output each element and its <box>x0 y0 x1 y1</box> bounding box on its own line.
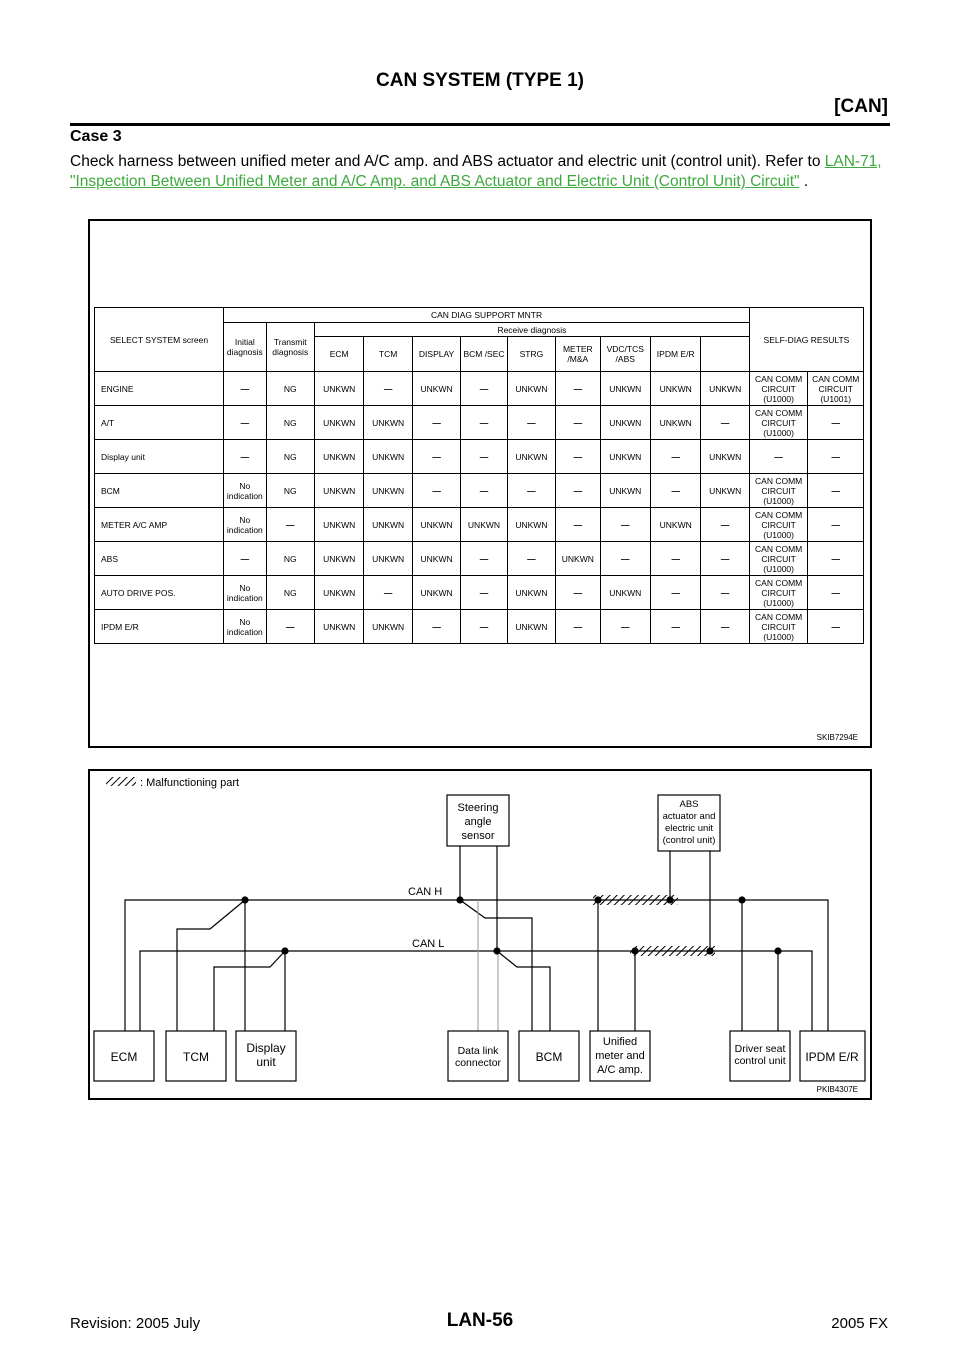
diag-cell: — <box>650 576 700 610</box>
diag-cell: — <box>556 406 600 440</box>
diag-cell: UNKWN <box>314 542 363 576</box>
diag-cell: UNKWN <box>364 542 412 576</box>
diag-row <box>95 406 864 440</box>
tcm-l-wire <box>214 951 285 1031</box>
diag-cell: — <box>266 610 314 644</box>
diag-cell: — <box>808 610 864 644</box>
diag-cell: UNKWN <box>314 576 363 610</box>
diag-cell: UNKWN <box>650 406 700 440</box>
diag-cell: — <box>808 406 864 440</box>
can-h-bus <box>125 900 828 1031</box>
abs-label-4: (control unit) <box>662 835 716 846</box>
diag-cell: UNKWN <box>412 576 460 610</box>
junction-dot <box>774 947 781 954</box>
diag-cell: — <box>224 406 266 440</box>
junction-dot <box>594 896 601 903</box>
diag-cell: UNKWN <box>650 372 700 406</box>
diag-cell: UNKWN <box>600 406 650 440</box>
figure1-code: SKIB7294E <box>816 733 858 742</box>
malfunction-can-h-hatch <box>593 895 678 905</box>
display-label-2: unit <box>256 1055 276 1069</box>
dlc-label-1: Data link <box>457 1045 499 1057</box>
hdr-vdc: VDC/TCS /ABS <box>600 337 650 372</box>
diag-system-name: METER A/C AMP <box>95 508 224 542</box>
diag-cell: UNKWN <box>600 440 650 474</box>
diag-cell: — <box>808 474 864 508</box>
bcm-h-wire <box>460 900 532 1031</box>
diag-cell: No indication <box>224 474 266 508</box>
diag-row <box>95 576 864 610</box>
diag-cell: — <box>808 576 864 610</box>
steering-label-2: angle <box>464 816 492 828</box>
footer-model: 2005 FX <box>831 1315 888 1332</box>
hdr-initial: Initial diagnosis <box>224 323 266 372</box>
intro-text: Check harness between unified meter and A/C amp. and ABS actuator and electric unit (control unit). Refer to <box>70 153 821 170</box>
junction-dot <box>493 947 500 954</box>
diag-cell: — <box>461 372 507 406</box>
diag-cell: — <box>461 576 507 610</box>
diag-cell: — <box>507 474 555 508</box>
diag-cell: NG <box>266 372 314 406</box>
bcm-l-wire <box>497 951 550 1031</box>
can-h-label: CAN H <box>408 886 443 898</box>
diag-cell: No indication <box>224 576 266 610</box>
diag-row <box>95 474 864 508</box>
page-title: CAN SYSTEM (TYPE 1) <box>376 70 584 91</box>
junction-dot <box>456 896 463 903</box>
diag-cell: — <box>650 440 700 474</box>
junction-dot <box>666 896 673 903</box>
diag-cell: UNKWN <box>364 610 412 644</box>
diag-cell: UNKWN <box>556 542 600 576</box>
can-l-bus <box>140 951 812 1031</box>
junction-dot <box>738 896 745 903</box>
junction-dot <box>281 947 288 954</box>
steering-label-1: Steering <box>457 802 499 814</box>
figure2-code: PKIB4307E <box>816 1085 858 1094</box>
diag-cell: NG <box>266 406 314 440</box>
diag-cell: UNKWN <box>701 440 749 474</box>
hdr-tcm: TCM <box>364 337 412 372</box>
junction-dot <box>241 896 248 903</box>
diag-cell: — <box>749 440 808 474</box>
diag-cell: — <box>600 542 650 576</box>
diag-row <box>95 440 864 474</box>
diag-cell: UNKWN <box>701 474 749 508</box>
diag-cell: — <box>556 610 600 644</box>
legend-text: : Malfunctioning part <box>140 777 240 789</box>
footer-revision: Revision: 2005 July <box>70 1315 201 1332</box>
ecm-label: ECM <box>110 1050 138 1064</box>
diag-cell: UNKWN <box>314 440 363 474</box>
diag-cell: CAN COMM CIRCUIT (U1000) <box>749 508 808 542</box>
diag-cell: — <box>461 542 507 576</box>
abs-label-1: ABS <box>679 799 699 810</box>
diag-cell: — <box>412 406 460 440</box>
hdr-display: DISPLAY <box>412 337 460 372</box>
diag-cell: UNKWN <box>507 610 555 644</box>
diag-cell: UNKWN <box>364 440 412 474</box>
can-diag-figure <box>88 219 872 748</box>
display-label-1: Display <box>246 1041 286 1055</box>
driver-label-2: control unit <box>734 1055 786 1067</box>
diag-cell: UNKWN <box>314 474 363 508</box>
diag-cell: CAN COMM CIRCUIT (U1001) <box>808 372 864 406</box>
hdr-self-diag: SELF-DIAG RESULTS <box>749 308 863 372</box>
meter-label-2: meter and <box>595 1050 645 1062</box>
diag-cell: NG <box>266 440 314 474</box>
diag-cell: — <box>701 542 749 576</box>
diag-cell: UNKWN <box>364 406 412 440</box>
hdr-receive: Receive diagnosis <box>314 323 749 337</box>
hdr-strg: STRG <box>507 337 555 372</box>
steering-label-3: sensor <box>461 830 495 842</box>
diag-cell: UNKWN <box>461 508 507 542</box>
diag-cell: UNKWN <box>507 372 555 406</box>
abs-label-3: electric unit <box>664 823 714 834</box>
hdr-meter: METER /M&A <box>556 337 600 372</box>
footer-page-number: LAN-56 <box>446 1310 514 1331</box>
diag-cell: UNKWN <box>364 474 412 508</box>
junction-dot <box>706 947 713 954</box>
diag-cell: — <box>412 440 460 474</box>
diag-cell: — <box>224 440 266 474</box>
diag-cell: — <box>461 440 507 474</box>
diag-cell: No indication <box>224 610 266 644</box>
diag-row <box>95 372 864 406</box>
diag-cell: — <box>701 576 749 610</box>
diag-row <box>95 508 864 542</box>
intro-end: . <box>799 173 809 190</box>
hdr-bcm: BCM /SEC <box>461 337 507 372</box>
diag-cell: — <box>701 508 749 542</box>
junction-dot <box>631 947 638 954</box>
meter-label-3: A/C amp. <box>597 1064 643 1076</box>
diag-cell: — <box>556 576 600 610</box>
case-heading: Case 3 <box>70 128 122 145</box>
diag-cell: UNKWN <box>314 508 363 542</box>
diag-cell: NG <box>266 474 314 508</box>
diag-cell: CAN COMM CIRCUIT (U1000) <box>749 474 808 508</box>
diag-cell: — <box>364 372 412 406</box>
tcm-label: TCM <box>183 1050 209 1064</box>
diag-cell: — <box>701 610 749 644</box>
diag-system-name: ABS <box>95 542 224 576</box>
diag-cell: — <box>650 542 700 576</box>
hdr-transmit: Transmit diagnosis <box>266 323 314 372</box>
diag-cell: UNKWN <box>314 372 363 406</box>
diag-cell: — <box>364 576 412 610</box>
hdr-can-diag: CAN DIAG SUPPORT MNTR <box>224 308 750 323</box>
can-wiring-figure <box>88 769 872 1100</box>
diag-system-name: IPDM E/R <box>95 610 224 644</box>
diag-cell: — <box>412 474 460 508</box>
driver-label-1: Driver seat <box>734 1043 786 1055</box>
diag-cell: UNKWN <box>600 372 650 406</box>
diag-cell: UNKWN <box>600 474 650 508</box>
diag-cell: UNKWN <box>412 508 460 542</box>
legend-hatch-icon <box>106 777 136 786</box>
reference-link[interactable]: LAN-71, "Inspection Between Unified Meter and A/C Amp. and ABS Actuator and Electric Unit (Control Unit) Circuit" <box>70 153 882 190</box>
diag-cell: UNKWN <box>701 372 749 406</box>
diag-cell: — <box>461 406 507 440</box>
diag-cell: CAN COMM CIRCUIT (U1000) <box>749 542 808 576</box>
malfunction-can-l-hatch <box>630 946 715 956</box>
diag-cell: — <box>808 508 864 542</box>
diag-cell: UNKWN <box>507 576 555 610</box>
diag-cell: UNKWN <box>507 508 555 542</box>
diag-cell: — <box>507 406 555 440</box>
diag-cell: — <box>556 474 600 508</box>
diag-cell: — <box>650 610 700 644</box>
ipdm-label: IPDM E/R <box>805 1050 859 1064</box>
diag-cell: — <box>224 372 266 406</box>
diag-system-name: BCM <box>95 474 224 508</box>
diag-cell: CAN COMM CIRCUIT (U1000) <box>749 576 808 610</box>
diag-cell: CAN COMM CIRCUIT (U1000) <box>749 406 808 440</box>
diag-cell: UNKWN <box>364 508 412 542</box>
meter-label-1: Unified <box>602 1036 638 1048</box>
diag-cell: — <box>650 474 700 508</box>
diag-cell: — <box>600 610 650 644</box>
dlc-label-2: connector <box>454 1057 502 1069</box>
diag-system-name: AUTO DRIVE POS. <box>95 576 224 610</box>
hdr-select-system: SELECT SYSTEM screen <box>95 308 224 372</box>
diag-cell: — <box>701 406 749 440</box>
diag-cell: — <box>461 474 507 508</box>
diag-cell: — <box>266 508 314 542</box>
diag-cell: — <box>461 610 507 644</box>
intro-paragraph <box>70 152 890 192</box>
diag-system-name: ENGINE <box>95 372 224 406</box>
diag-system-name: A/T <box>95 406 224 440</box>
diag-cell: NG <box>266 576 314 610</box>
section-tag: [CAN] <box>834 96 888 117</box>
diag-cell: UNKWN <box>507 440 555 474</box>
diag-cell: — <box>507 542 555 576</box>
diag-cell: CAN COMM CIRCUIT (U1000) <box>749 372 808 406</box>
diag-cell: UNKWN <box>600 576 650 610</box>
diag-cell: — <box>412 610 460 644</box>
diag-cell: UNKWN <box>650 508 700 542</box>
abs-label-2: actuator and <box>662 811 716 822</box>
hdr-ipdm: IPDM E/R <box>650 337 700 372</box>
diag-cell: — <box>556 508 600 542</box>
diag-cell: UNKWN <box>412 542 460 576</box>
wiring-diagram <box>90 771 870 1098</box>
diag-cell: CAN COMM CIRCUIT (U1000) <box>749 610 808 644</box>
diag-cell: NG <box>266 542 314 576</box>
diag-cell: UNKWN <box>314 610 363 644</box>
diag-cell: UNKWN <box>314 406 363 440</box>
diag-cell: — <box>224 542 266 576</box>
can-l-label: CAN L <box>412 938 445 950</box>
can-diag-table <box>94 307 864 644</box>
diag-row <box>95 610 864 644</box>
diag-cell: — <box>556 372 600 406</box>
diag-cell: — <box>600 508 650 542</box>
diag-cell: No indication <box>224 508 266 542</box>
diag-cell: — <box>808 440 864 474</box>
hdr-ecm: ECM <box>314 337 363 372</box>
bcm-label: BCM <box>535 1050 563 1064</box>
diag-cell: — <box>808 542 864 576</box>
diag-cell: — <box>556 440 600 474</box>
diag-row <box>95 542 864 576</box>
diag-cell: UNKWN <box>412 372 460 406</box>
diag-system-name: Display unit <box>95 440 224 474</box>
tcm-h-wire <box>177 900 245 1031</box>
header-rule <box>70 123 890 126</box>
